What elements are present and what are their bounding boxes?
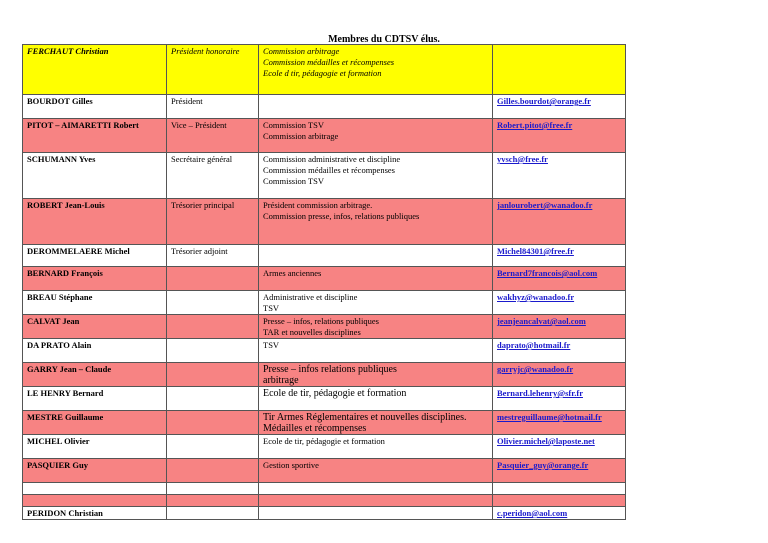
members-table-body [23, 45, 626, 520]
member-commissions [259, 435, 493, 459]
member-email-cell [493, 483, 626, 495]
member-role: Secrétaire général [167, 153, 259, 199]
email-link[interactable]: Michel84301@free.fr [497, 246, 574, 256]
commission-line: Médailles et récompenses [263, 423, 367, 434]
member-email-cell [493, 291, 626, 315]
member-commissions [259, 387, 493, 411]
commission-line: Commission administrative et discipline [263, 154, 401, 164]
email-link[interactable]: garryjc@wanadoo.fr [497, 364, 574, 374]
member-name: MESTRE Guillaume [23, 411, 167, 435]
commission-line: arbitrage [263, 375, 299, 386]
member-name: BERNARD François [23, 267, 167, 291]
email-link[interactable]: mestreguillaume@hotmail.fr [497, 412, 602, 422]
email-link[interactable]: Olivier.michel@laposte.net [497, 436, 595, 446]
commission-line: TSV [263, 303, 280, 313]
member-role [167, 435, 259, 459]
commission-line: Presse – infos, relations publiques [263, 316, 379, 326]
commission-line: Commission TSV [263, 120, 325, 130]
table-row [23, 315, 626, 339]
table-row [23, 339, 626, 363]
table-row [23, 495, 626, 507]
table-row [23, 95, 626, 119]
table-row [23, 199, 626, 245]
member-email-cell [493, 339, 626, 363]
member-email-cell [493, 315, 626, 339]
member-role [167, 483, 259, 495]
member-role [167, 291, 259, 315]
member-commissions [259, 411, 493, 435]
email-link[interactable]: janlourobert@wanadoo.fr [497, 200, 593, 210]
commission-line: Tir Armes Réglementaires et nouvelles disciplines. [263, 412, 467, 423]
member-role [167, 459, 259, 483]
member-commissions [259, 291, 493, 315]
email-link[interactable]: Robert.pitot@free.fr [497, 120, 573, 130]
commission-line: Gestion sportive [263, 460, 319, 470]
member-commissions [259, 483, 493, 495]
email-link[interactable]: Bernard7francois@aol.com [497, 268, 598, 278]
member-name: BOURDOT Gilles [23, 95, 167, 119]
commission-line: Presse – infos relations publiques [263, 364, 397, 375]
member-commissions [259, 363, 493, 387]
member-name [23, 495, 167, 507]
document-title: Membres du CDTSV élus. [328, 34, 440, 45]
member-email-cell [493, 245, 626, 267]
table-row [23, 435, 626, 459]
commission-line: Administrative et discipline [263, 292, 358, 302]
member-email-cell [493, 507, 626, 520]
table-row [23, 363, 626, 387]
member-email-cell [493, 45, 626, 95]
table-row [23, 411, 626, 435]
member-name: DEROMMELAERE Michel [23, 245, 167, 267]
commission-line: Ecole de tir, pédagogie et formation [263, 436, 385, 446]
member-commissions [259, 459, 493, 483]
member-role: Président [167, 95, 259, 119]
member-commissions [259, 119, 493, 153]
email-link[interactable]: Pasquier_guy@orange.fr [497, 460, 589, 470]
member-commissions [259, 153, 493, 199]
member-role [167, 315, 259, 339]
member-email-cell [493, 387, 626, 411]
email-link[interactable]: wakhyz@wanadoo.fr [497, 292, 575, 302]
commission-line: Armes anciennes [263, 268, 322, 278]
commission-line: Commission médailles et récompenses [263, 165, 395, 175]
table-row [23, 507, 626, 520]
table-row [23, 387, 626, 411]
member-commissions [259, 315, 493, 339]
commission-line: Commission arbitrage [263, 131, 339, 141]
member-name: PITOT – AIMARETTI Robert [23, 119, 167, 153]
commission-line: TSV [263, 340, 280, 350]
table-row [23, 267, 626, 291]
member-role [167, 267, 259, 291]
member-email-cell [493, 267, 626, 291]
member-email-cell [493, 119, 626, 153]
member-email-cell [493, 495, 626, 507]
table-row [23, 119, 626, 153]
table-row [23, 45, 626, 95]
table-row [23, 153, 626, 199]
commission-line: Ecole d tir, pédagogie et formation [263, 68, 382, 78]
table-row [23, 245, 626, 267]
email-link[interactable]: c.peridon@aol.com [497, 508, 568, 518]
member-name: LE HENRY Bernard [23, 387, 167, 411]
member-email-cell [493, 153, 626, 199]
member-commissions [259, 507, 493, 520]
table-row [23, 291, 626, 315]
member-commissions [259, 267, 493, 291]
member-email-cell [493, 435, 626, 459]
member-name: CALVAT Jean [23, 315, 167, 339]
member-role: Trésorier adjoint [167, 245, 259, 267]
member-role [167, 339, 259, 363]
member-email-cell [493, 459, 626, 483]
member-name: FERCHAUT Christian [23, 45, 167, 95]
commission-line: TAR et nouvelles disciplines [263, 327, 361, 337]
email-link[interactable]: daprato@hotmail.fr [497, 340, 571, 350]
member-name: DA PRATO Alain [23, 339, 167, 363]
commission-line: Commission arbitrage [263, 46, 340, 56]
member-email-cell [493, 199, 626, 245]
member-role [167, 411, 259, 435]
commission-line: Commission presse, infos, relations publiques [263, 211, 420, 221]
member-email-cell [493, 363, 626, 387]
member-commissions [259, 95, 493, 119]
member-role: Vice – Président [167, 119, 259, 153]
commission-line: Ecole de tir, pédagogie et formation [263, 388, 407, 399]
email-link[interactable]: yvsch@free.fr [497, 154, 548, 164]
table-row [23, 483, 626, 495]
members-table [22, 44, 626, 520]
member-name: GARRY Jean – Claude [23, 363, 167, 387]
member-role: Président honoraire [167, 45, 259, 95]
member-name: MICHEL Olivier [23, 435, 167, 459]
member-role: Trésorier principal [167, 199, 259, 245]
member-name: PERIDON Christian [23, 507, 167, 520]
member-role [167, 363, 259, 387]
member-name [23, 483, 167, 495]
member-name: BREAU Stéphane [23, 291, 167, 315]
email-link[interactable]: Gilles.bourdot@orange.fr [497, 96, 591, 106]
commission-line: Président commission arbitrage. [263, 200, 373, 210]
member-email-cell [493, 95, 626, 119]
member-commissions [259, 45, 493, 95]
member-commissions [259, 339, 493, 363]
member-name: PASQUIER Guy [23, 459, 167, 483]
member-commissions [259, 245, 493, 267]
member-role [167, 507, 259, 520]
commission-line: Commission TSV [263, 176, 325, 186]
member-commissions [259, 495, 493, 507]
member-commissions [259, 199, 493, 245]
member-role [167, 495, 259, 507]
member-email-cell [493, 411, 626, 435]
member-name: ROBERT Jean-Louis [23, 199, 167, 245]
email-link[interactable]: Bernard.lehenry@sfr.fr [497, 388, 583, 398]
member-name: SCHUMANN Yves [23, 153, 167, 199]
member-role [167, 387, 259, 411]
commission-line: Commission médailles et récompenses [263, 57, 395, 67]
email-link[interactable]: jeanjeancalvat@aol.com [497, 316, 586, 326]
table-row [23, 459, 626, 483]
